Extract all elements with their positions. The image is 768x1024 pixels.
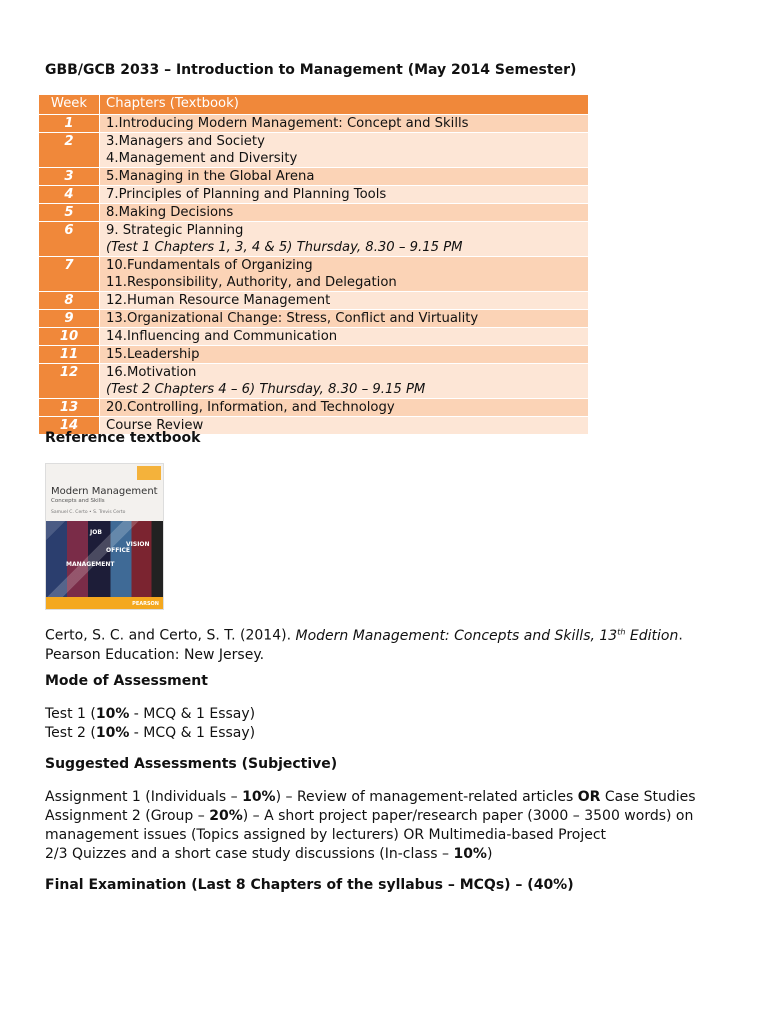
chapter-title: 5.Managing in the Global Arena <box>106 169 315 184</box>
week-number: 3 <box>39 168 100 186</box>
assignment-1-line: Assignment 1 (Individuals – 10%) – Review of management-related articles OR Case Studies <box>45 789 696 805</box>
schedule-row <box>39 310 589 328</box>
test-note: (Test 1 Chapters 1, 3, 4 & 5) Thursday, 8.30 – 9.15 PM <box>106 240 463 255</box>
chapter-title: 3.Managers and Society <box>106 134 265 149</box>
schedule-row <box>39 222 589 257</box>
schedule-row <box>39 186 589 204</box>
course-title: GBB/GCB 2033 – Introduction to Management (May 2014 Semester) <box>45 62 577 78</box>
chapter-title: 10.Fundamentals of Organizing <box>106 258 313 273</box>
chapter-title: 12.Human Resource Management <box>106 293 331 308</box>
cover-word: VISION <box>126 541 150 548</box>
schedule-row <box>39 328 589 346</box>
schedule-row <box>39 168 589 186</box>
mode-of-assessment-heading: Mode of Assessment <box>45 673 208 689</box>
schedule-header-row <box>39 95 589 115</box>
chapter-cell <box>100 310 589 328</box>
chapter-title: 1.Introducing Modern Management: Concept and Skills <box>106 116 469 131</box>
reference-heading: Reference textbook <box>45 430 201 446</box>
chapter-title: 9. Strategic Planning <box>106 223 244 238</box>
chapter-title: 7.Principles of Planning and Planning Tools <box>106 187 387 202</box>
chapter-cell <box>100 346 589 364</box>
cover-word: JOB <box>90 529 102 536</box>
cover-artwork <box>46 521 163 597</box>
chapter-cell <box>100 222 589 257</box>
test-2-line: Test 2 (10% - MCQ & 1 Essay) <box>45 725 256 741</box>
textbook-citation: Certo, S. C. and Certo, S. T. (2014). Modern Management: Concepts and Skills, 13th Edition. Pearson Education: New Jersey. <box>45 627 683 663</box>
test-note: (Test 2 Chapters 4 – 6) Thursday, 8.30 – 9.15 PM <box>106 382 426 397</box>
international-edition-badge <box>137 466 161 480</box>
chapter-cell <box>100 292 589 310</box>
cover-publisher: PEARSON <box>132 601 159 607</box>
chapter-title: 11.Responsibility, Authority, and Delegation <box>106 275 397 290</box>
chapter-title: 20.Controlling, Information, and Technology <box>106 400 395 415</box>
final-examination-heading: Final Examination (Last 8 Chapters of the syllabus – MCQs) – (40%) <box>45 877 574 893</box>
suggested-assessments-heading: Suggested Assessments (Subjective) <box>45 756 338 772</box>
chapter-title: 13.Organizational Change: Stress, Conflict and Virtuality <box>106 311 479 326</box>
schedule-row <box>39 133 589 168</box>
schedule-row <box>39 346 589 364</box>
assignment-2-line: Assignment 2 (Group – 20%) – A short project paper/research paper (3000 – 3500 words) on <box>45 808 694 824</box>
chapter-cell <box>100 186 589 204</box>
citation-publisher: Pearson Education: New Jersey. <box>45 646 265 663</box>
chapter-title: 15.Leadership <box>106 347 200 362</box>
schedule-row <box>39 115 589 133</box>
quizzes-line: 2/3 Quizzes and a short case study discussions (In-class – 10%) <box>45 846 493 862</box>
test-1-line: Test 1 (10% - MCQ & 1 Essay) <box>45 706 256 722</box>
chapter-title: 16.Motivation <box>106 365 197 380</box>
schedule-row <box>39 257 589 292</box>
chapter-title: 14.Influencing and Communication <box>106 329 338 344</box>
cover-subtitle: Concepts and Skills <box>51 498 105 504</box>
schedule-row <box>39 204 589 222</box>
week-column-header: Week <box>39 95 100 115</box>
week-number: 14 <box>39 417 100 435</box>
chapter-cell <box>100 257 589 292</box>
chapter-cell <box>100 399 589 417</box>
cover-word: MANAGEMENT <box>66 561 115 568</box>
week-number: 11 <box>39 346 100 364</box>
chapter-cell <box>100 168 589 186</box>
week-number: 6 <box>39 222 100 257</box>
week-number: 8 <box>39 292 100 310</box>
week-number: 5 <box>39 204 100 222</box>
cover-authors: Samuel C. Certo • S. Trevis Certo <box>51 510 126 515</box>
schedule-row <box>39 292 589 310</box>
assignment-2-line-2: management issues (Topics assigned by lecturers) OR Multimedia-based Project <box>45 827 607 843</box>
week-number: 7 <box>39 257 100 292</box>
week-number: 4 <box>39 186 100 204</box>
schedule-body <box>39 115 589 435</box>
week-number: 9 <box>39 310 100 328</box>
chapters-column-header: Chapters (Textbook) <box>100 95 589 115</box>
week-number: 13 <box>39 399 100 417</box>
schedule-row <box>39 399 589 417</box>
textbook-cover-image <box>45 463 164 610</box>
chapter-title: 4.Management and Diversity <box>106 151 298 166</box>
week-number: 10 <box>39 328 100 346</box>
week-number: 12 <box>39 364 100 399</box>
schedule-row <box>39 364 589 399</box>
week-number: 2 <box>39 133 100 168</box>
chapter-cell <box>100 133 589 168</box>
schedule-table <box>38 94 589 435</box>
citation-book-title: Modern Management: Concepts and Skills, 13th Edition <box>295 627 679 644</box>
chapter-cell <box>100 115 589 133</box>
chapter-cell <box>100 204 589 222</box>
cover-title: Modern Management <box>51 486 158 497</box>
week-number: 1 <box>39 115 100 133</box>
cover-word: OFFICE <box>106 547 131 554</box>
chapter-cell <box>100 364 589 399</box>
chapter-title: 8.Making Decisions <box>106 205 234 220</box>
citation-authors: Certo, S. C. and Certo, S. T. (2014). <box>45 627 296 644</box>
chapter-cell <box>100 328 589 346</box>
chapter-title: Course Review <box>106 418 204 433</box>
